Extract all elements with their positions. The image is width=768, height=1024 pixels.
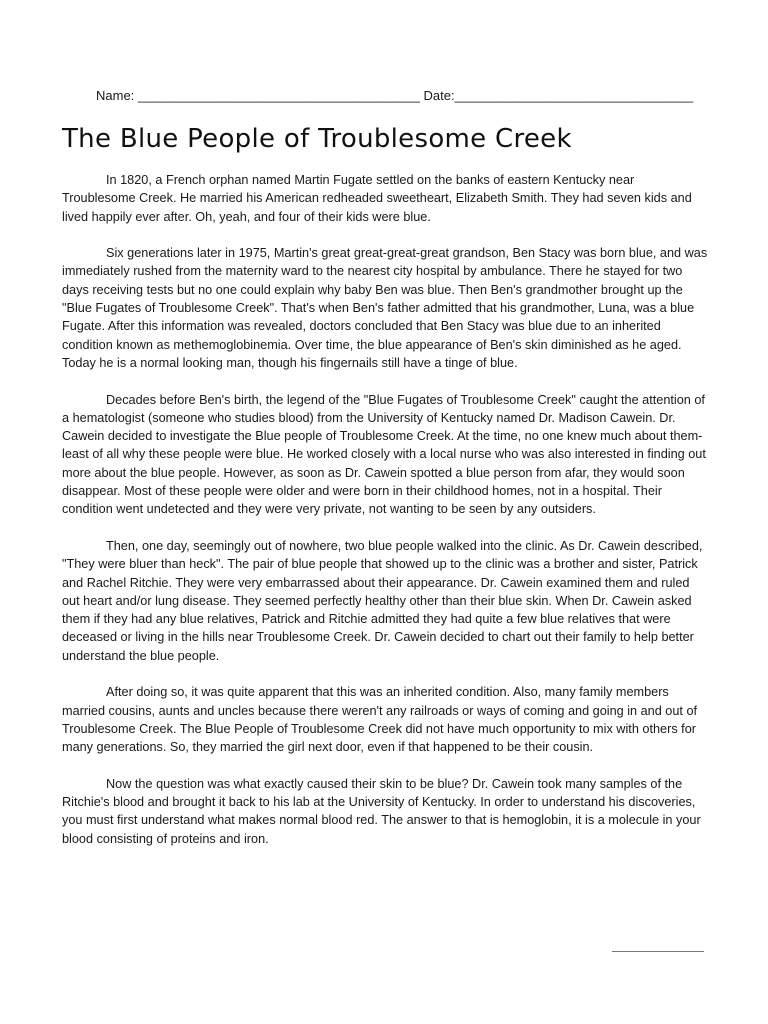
paragraph-2: Six generations later in 1975, Martin's great great-great-great grandson, Ben Stacy was born blue, and was immediately rushed from the maternity ward to the nearest city hospital by ambulance. There he stayed for two days receiving tests but no one could explain why baby Ben was blue. Then Ben's grandmother brought up the "Blue Fugates of Troublesome Creek". That's when Ben's father admitted that his grandmother, Luna, was a blue Fugate. After this information was revealed, doctors concluded that Ben Stacy was blue due to an inherited condition known as methemoglobinemia. Over time, the blue appearance of Ben's skin diminished as he aged. Today he is a normal looking man, though his fingernails still have a tinge of blue. — [62, 246, 708, 370]
page-title: The Blue People of Troublesome Creek — [62, 124, 572, 154]
paragraph-3: Decades before Ben's birth, the legend of the "Blue Fugates of Troublesome Creek" caught the attention of a hematologist (someone who studies blood) from the University of Kentucky named Dr. Madison Cawein. Dr. Cawein decided to investigate the Blue people of Troublesome Creek. At the time, no one knew much about them- least of all why these people were blue. He worked closely with a local nurse who was also interested in finding out more about the blue people. However, as soon as Dr. Cawein spotted a blue person from afar, they would soon disappear. Most of these people were older and were born in their childhood homes, not in a hospital. Their condition went undetected and they were very private, not wanting to be seen by any outsiders. — [62, 392, 706, 517]
footer-link-underline[interactable] — [612, 951, 704, 952]
paragraph-4: Then, one day, seemingly out of nowhere, two blue people walked into the clinic. As Dr. Cawein described, "They were bluer than heck". The pair of blue people that showed up to the clinic was a brother and sister, Patrick and Rachel Ritchie. They were very embarrassed about their appearance. Dr. Cawein examined them and ruled out heart and/or lung disease. They seemed perfectly healthy other than their blue skin. When Dr. Cawein asked them if they had any blue relatives, Patrick and Ritchie admitted they had quite a few blue relatives that were deceased or living in the hills near Troublesome Creek. Dr. Cawein decided to chart out their family to help better understand the blue people. — [62, 538, 703, 663]
paragraph-1: In 1820, a French orphan named Martin Fugate settled on the banks of eastern Kentucky near Troublesome Creek. He married his American redheaded sweetheart, Elizabeth Smith. They had seven kids and lived happily ever after. Oh, yeah, and four of their kids were blue. — [62, 173, 692, 224]
name-date-line[interactable]: Name: _______________________________________ Date:_________________________________ — [96, 88, 694, 103]
paragraph-6: Now the question was what exactly caused their skin to be blue? Dr. Cawein took many samples of the Ritchie's blood and brought it back to his lab at the University of Kentucky. In order to understand his discoveries, you must first understand what makes normal blood red. The answer to that is hemoglobin, it is a molecule in your blood consisting of proteins and iron. — [62, 776, 701, 846]
article-body — [62, 171, 708, 866]
paragraph-5: After doing so, it was quite apparent that this was an inherited condition. Also, many family members married cousins, aunts and uncles because there weren't any railroads or ways of coming and going in and out of Troublesome Creek. The Blue People of Troublesome Creek did not have much opportunity to mix with others for many generations. So, they married the girl next door, even if that happened to be their cousin. — [62, 685, 698, 755]
